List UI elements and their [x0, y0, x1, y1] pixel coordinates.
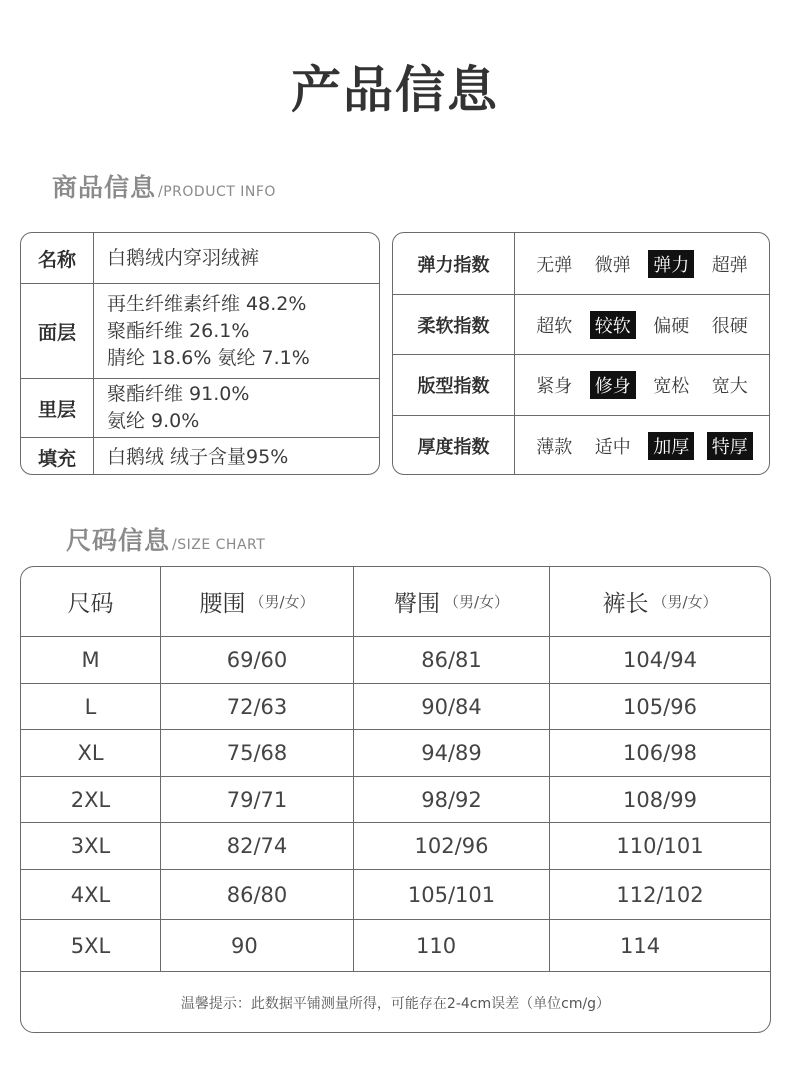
table-cell: L — [21, 684, 161, 729]
info-value-line: 聚酯纤维 91.0% — [107, 383, 250, 405]
size-chart-header-cell — [550, 567, 770, 636]
size-chart-table — [20, 566, 771, 1033]
info-value-line: 再生纤维素纤维 48.2% — [107, 292, 307, 315]
index-label: 厚度指数 — [393, 416, 515, 475]
index-option: 微弹 — [594, 254, 631, 276]
table-row — [21, 776, 770, 822]
table-cell: 112/102 — [616, 882, 704, 907]
size-chart-header-row — [21, 567, 770, 636]
table-row — [21, 729, 770, 776]
info-label: 面层 — [21, 284, 94, 378]
info-value-line: 聚酯纤维 26.1% — [107, 319, 250, 342]
table-row — [21, 822, 770, 869]
product-info-heading-en: /PRODUCT INFO — [158, 184, 276, 200]
index-option: 宽松 — [653, 376, 690, 397]
index-option: 宽大 — [711, 376, 748, 397]
info-row-lining — [21, 378, 379, 437]
info-row-outer — [21, 283, 379, 378]
info-value-line: 白鹅绒内穿羽绒裤 — [107, 246, 260, 269]
table-cell: 94/89 — [354, 730, 550, 776]
index-option: 超软 — [536, 316, 573, 337]
info-value — [94, 379, 379, 437]
info-row-filling — [21, 437, 379, 475]
table-cell: 110/101 — [616, 834, 704, 858]
header-sub: （男/女） — [249, 593, 315, 611]
info-label: 名称 — [21, 233, 94, 283]
size-chart-heading-en: /SIZE CHART — [172, 537, 266, 553]
header-main: 臀围 — [393, 591, 440, 617]
size-chart-heading — [66, 521, 265, 557]
size-chart-heading-zh: 尺码信息 — [66, 526, 171, 555]
info-row-name — [21, 233, 379, 283]
table-cell: 2XL — [21, 777, 161, 822]
page-title: 产品信息 — [291, 61, 499, 119]
table-cell: 86/81 — [354, 637, 550, 683]
info-value — [94, 438, 379, 475]
product-info-heading-zh: 商品信息 — [52, 173, 157, 202]
table-cell: 105/96 — [623, 694, 697, 719]
table-cell: 98/92 — [354, 777, 550, 822]
header-sub: （男/女） — [652, 593, 718, 611]
table-cell: 3XL — [21, 823, 161, 869]
table-row — [21, 636, 770, 683]
index-row — [393, 354, 769, 415]
table-cell: 86/80 — [161, 870, 354, 919]
index-option: 无弹 — [536, 254, 573, 276]
table-cell: 72/63 — [161, 684, 354, 729]
info-value — [94, 284, 379, 378]
table-cell: 110 — [354, 920, 550, 971]
index-table — [392, 232, 770, 475]
size-chart-header-cell — [354, 567, 550, 636]
index-label: 弹力指数 — [393, 233, 515, 294]
index-options — [515, 416, 769, 475]
table-cell: 105/101 — [354, 870, 550, 919]
index-options — [515, 295, 769, 355]
index-row — [393, 233, 769, 294]
table-row — [21, 869, 770, 919]
table-cell: 90 — [161, 920, 354, 971]
info-value — [94, 233, 379, 283]
table-cell: 114 — [620, 933, 661, 958]
info-value-line: 氨纶 9.0% — [107, 410, 200, 432]
index-option-selected: 弹力 — [648, 250, 694, 278]
index-options — [515, 355, 769, 415]
table-cell: 102/96 — [354, 823, 550, 869]
info-value-line: 腈纶 18.6% 氨纶 7.1% — [107, 346, 310, 369]
table-cell: 82/74 — [161, 823, 354, 869]
index-option: 薄款 — [536, 437, 573, 458]
header-sub: （男/女） — [443, 593, 510, 611]
index-row — [393, 415, 769, 475]
table-cell: 75/68 — [161, 730, 354, 776]
table-cell: 106/98 — [623, 741, 697, 765]
table-cell: 69/60 — [161, 637, 354, 683]
index-option: 很硬 — [711, 316, 748, 337]
index-option-selected: 修身 — [590, 371, 636, 399]
table-cell: 4XL — [21, 870, 161, 919]
table-cell: 104/94 — [623, 648, 697, 672]
index-options — [515, 233, 769, 294]
index-label: 版型指数 — [393, 355, 515, 415]
index-label: 柔软指数 — [393, 295, 515, 355]
table-cell: XL — [21, 730, 161, 776]
header-main: 尺码 — [67, 591, 114, 617]
size-chart-header-cell — [161, 567, 354, 636]
table-row — [21, 919, 770, 971]
size-chart-header-cell — [21, 567, 161, 636]
header-main: 腰围 — [199, 591, 246, 617]
table-cell: M — [21, 637, 161, 683]
index-row — [393, 294, 769, 355]
product-info-heading — [52, 168, 276, 204]
table-cell: 79/71 — [161, 777, 354, 822]
info-label: 填充 — [21, 438, 94, 475]
table-cell: 108/99 — [623, 787, 697, 812]
index-option: 超弹 — [711, 254, 748, 276]
size-chart-note: 温馨提示：此数据平铺测量所得，可能存在2-4cm误差（单位cm/g） — [21, 971, 770, 1033]
index-option-selected: 加厚 — [648, 432, 694, 460]
header-main: 裤长 — [602, 591, 649, 617]
table-row — [21, 683, 770, 729]
info-value-line: 白鹅绒 绒子含量95% — [107, 446, 289, 468]
index-option: 紧身 — [536, 376, 573, 397]
index-option-selected: 特厚 — [707, 432, 753, 460]
table-cell: 90/84 — [354, 684, 550, 729]
index-option-selected: 较软 — [590, 311, 636, 339]
info-label: 里层 — [21, 379, 94, 437]
index-option: 偏硬 — [653, 316, 690, 337]
table-cell: 5XL — [21, 920, 161, 971]
product-info-table — [20, 232, 380, 475]
index-option: 适中 — [594, 437, 631, 458]
